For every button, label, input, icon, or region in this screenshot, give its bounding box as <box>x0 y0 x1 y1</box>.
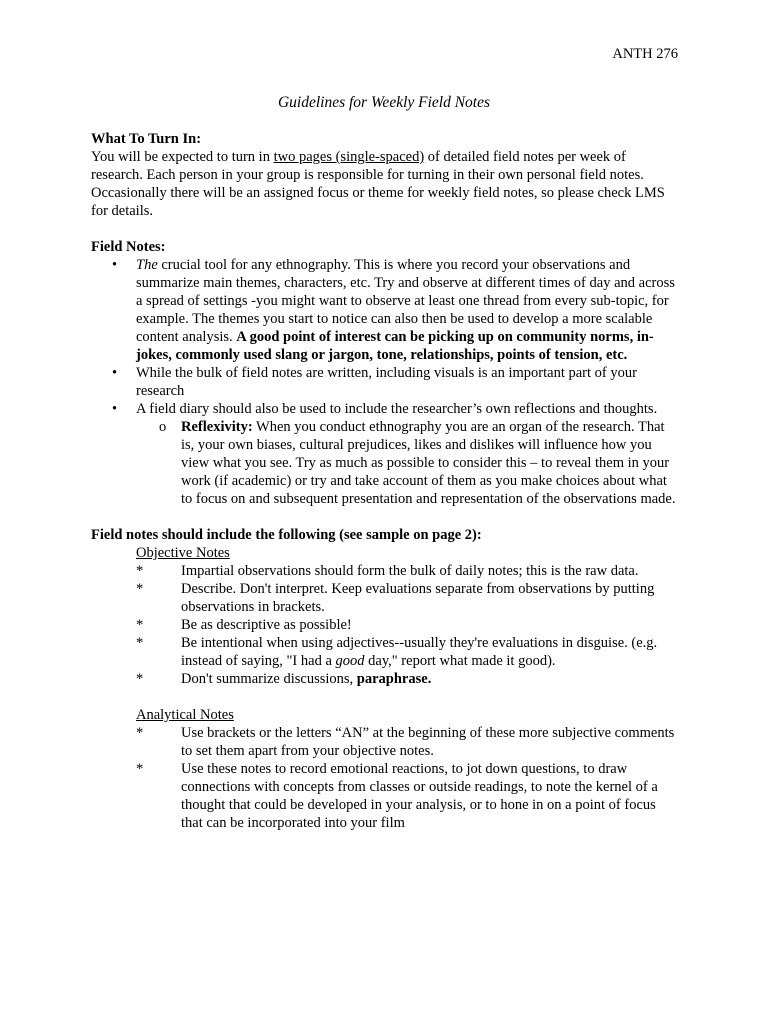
course-code: ANTH 276 <box>612 46 678 62</box>
turn-in-heading: What To Turn In: <box>91 131 202 147</box>
page-title: Guidelines for Weekly Field Notes <box>277 94 491 111</box>
list-item: * Be intentional when using adjectives--usually they're evaluations in disguise. (e.g. instead of saying, "I had a good day," report what made it good). <box>136 635 658 669</box>
list-item: • A field diary should also be used to include the researcher’s own reflections and thoughts. <box>112 401 658 417</box>
list-item: • While the bulk of field notes are written, including visuals is an important part of your research <box>112 365 637 399</box>
reflexivity-item: o Reflexivity: When you conduct ethnography you are an organ of the research. That is, your own biases, cultural prejudices, likes and dislikes will influence how you view what you see. Try as much as possible to consider this – to reveal them in your work (if academic) or try and take account of them as you make choices about what to focus on and subsequent presentation and representation of the observations made. <box>159 419 676 507</box>
asterisk-icon: * <box>136 635 144 651</box>
page-requirement: two pages (single-spaced) <box>273 149 425 165</box>
asterisk-icon: * <box>136 725 144 741</box>
include-heading: Field notes should include the following (see sample on page 2): <box>91 527 482 543</box>
list-item: • The crucial tool for any ethnography. This is where you record your observations and summarize main themes, characters, etc. Try and observe at different times of day and across a spread of settings -you might want to observe at least one thread from every sub-topic, for example. The themes you start to notice can also then be used to develop a more scalable content analysis. A good point of interest can be picking up on community norms, in-jokes, commonly used slang or jargon, tone, relationships, points of tension, etc. <box>112 257 675 363</box>
list-item: * Don't summarize discussions, paraphrase. <box>136 671 432 687</box>
list-item: * Use brackets or the letters “AN” at the beginning of these more subjective comments to set them apart from your objective notes. <box>136 725 675 759</box>
field-notes-list <box>91 256 681 418</box>
document-body <box>91 130 681 832</box>
asterisk-icon: * <box>136 761 144 777</box>
bullet-icon: • <box>112 401 118 417</box>
list-item: * Impartial observations should form the bulk of daily notes; this is the raw data. <box>136 563 639 579</box>
bullet-icon: • <box>112 365 118 381</box>
list-item: * Be as descriptive as possible! <box>136 617 352 633</box>
list-item: * Describe. Don't interpret. Keep evaluations separate from observations by putting observations in brackets. <box>136 581 655 615</box>
analytical-notes-title: Analytical Notes <box>136 707 234 723</box>
asterisk-icon: * <box>136 563 144 579</box>
field-notes-heading: Field Notes: <box>91 239 166 255</box>
turn-in-paragraph: You will be expected to turn in two pages (single-spaced) of detailed field notes per week of research. Each person in your group is responsible for turning in their own personal field notes. Occasionally there will be an assigned focus or theme for weekly field notes, so please check LMS for details. <box>91 149 665 219</box>
asterisk-icon: * <box>136 671 144 687</box>
objective-notes-title: Objective Notes <box>136 545 230 561</box>
bullet-icon: • <box>112 257 118 273</box>
list-item: * Use these notes to record emotional reactions, to jot down questions, to draw connections with concepts from classes or outside readings, to note the kernel of a thought that could be developed in your analysis, or to hone in on a point of focus that can be incorporated into your film <box>136 761 658 831</box>
asterisk-icon: * <box>136 617 144 633</box>
circle-bullet-icon: o <box>159 419 167 435</box>
asterisk-icon: * <box>136 581 144 597</box>
